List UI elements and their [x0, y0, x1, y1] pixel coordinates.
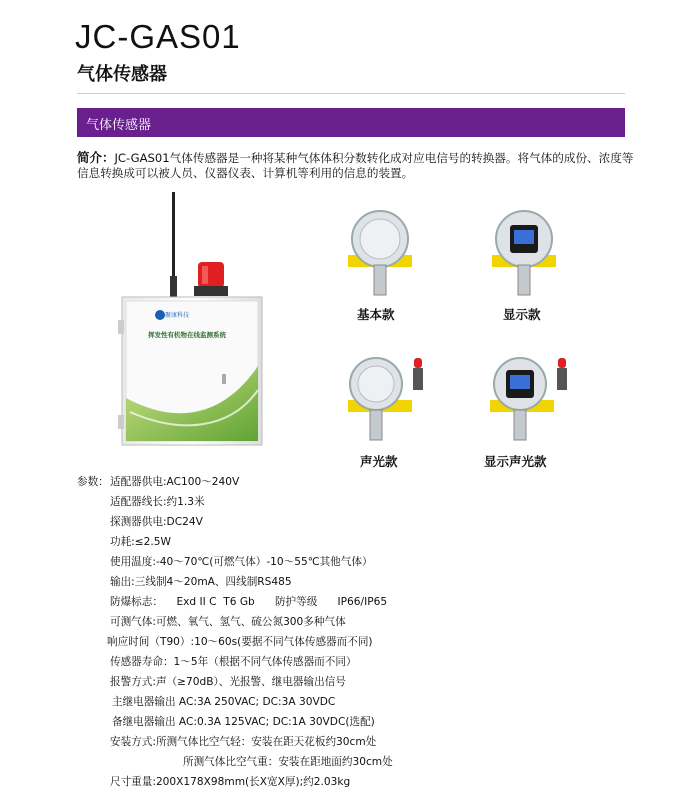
divider: [77, 93, 625, 94]
sensor-display-alarm-image: [482, 352, 572, 447]
sensor-alarm-image: [338, 352, 428, 447]
param-row: 防爆标志： Exd II C T6 Gb 防护等级 IP66/IP65: [110, 596, 388, 608]
param-row: 安装方式:所测气体比空气轻：安装在距天花板约30cm处: [110, 736, 377, 748]
intro-line-1: JC-GAS01气体传感器是一种将某种气体体积分数转化成对应电信号的转换器。将气体的成份、浓度等: [114, 151, 634, 165]
section-bar: [77, 108, 625, 137]
product-subtitle: 气体传感器: [77, 64, 167, 85]
product-title: JC-GAS01: [75, 18, 241, 55]
cabinet-panel-text: 挥发性有机物在线监测系统: [148, 331, 226, 339]
param-row: 探测器供电:DC24V: [110, 516, 203, 528]
param-row: 功耗:≤2.5W: [110, 536, 171, 548]
param-row: 尺寸重量:200X178X98mm(长X宽X厚);约2.03kg: [110, 776, 351, 788]
variant-display-label: 显示款: [503, 307, 541, 322]
sensor-basic-image: [338, 207, 428, 302]
monitoring-cabinet-image: [110, 190, 280, 460]
variant-basic-label: 基本款: [357, 307, 395, 322]
param-row: 报警方式:声（≥70dB）、光报警、继电器输出信号: [110, 676, 346, 688]
intro-paragraph: [77, 150, 637, 181]
param-row: 适配器供电:AC100～240V: [110, 476, 240, 488]
intro-label: 简介：: [77, 150, 115, 165]
variant-alarm-label: 声光款: [360, 454, 398, 469]
params-label: 参数：: [77, 476, 109, 488]
param-row: 使用温度:-40～70℃(可燃气体）-10～55℃其他气体）: [110, 556, 373, 568]
param-row: 可测气体:可燃、氧气、氢气、硫公氮300多种气体: [110, 616, 346, 628]
param-row: 响应时间（T90）:10～60s(要据不同气体传感器而不同): [107, 636, 373, 648]
cabinet-brand: 聚康科技: [165, 312, 190, 319]
param-row: 传感器寿命：1～5年（根据不同气体传感器而不同）: [110, 656, 357, 668]
intro-line-2: 信息转换成可以被人员、仪器仪表、计算机等利用的信息的装置。: [77, 166, 414, 180]
param-row: 输出:三线制4～20mA、四线制RS485: [110, 576, 292, 588]
param-row: 所测气体比空气重：安装在距地面约30cm处: [183, 756, 393, 768]
sensor-display-image: [482, 207, 572, 302]
param-row: 适配器线长:约1.3米: [110, 496, 205, 508]
section-bar-label: 气体传感器: [86, 118, 152, 133]
param-row: 主继电器输出 AC:3A 250VAC; DC:3A 30VDC: [112, 696, 336, 708]
variant-display-alarm-label: 显示声光款: [484, 454, 547, 469]
param-row: 备继电器输出 AC:0.3A 125VAC; DC:1A 30VDC(选配): [112, 716, 375, 728]
